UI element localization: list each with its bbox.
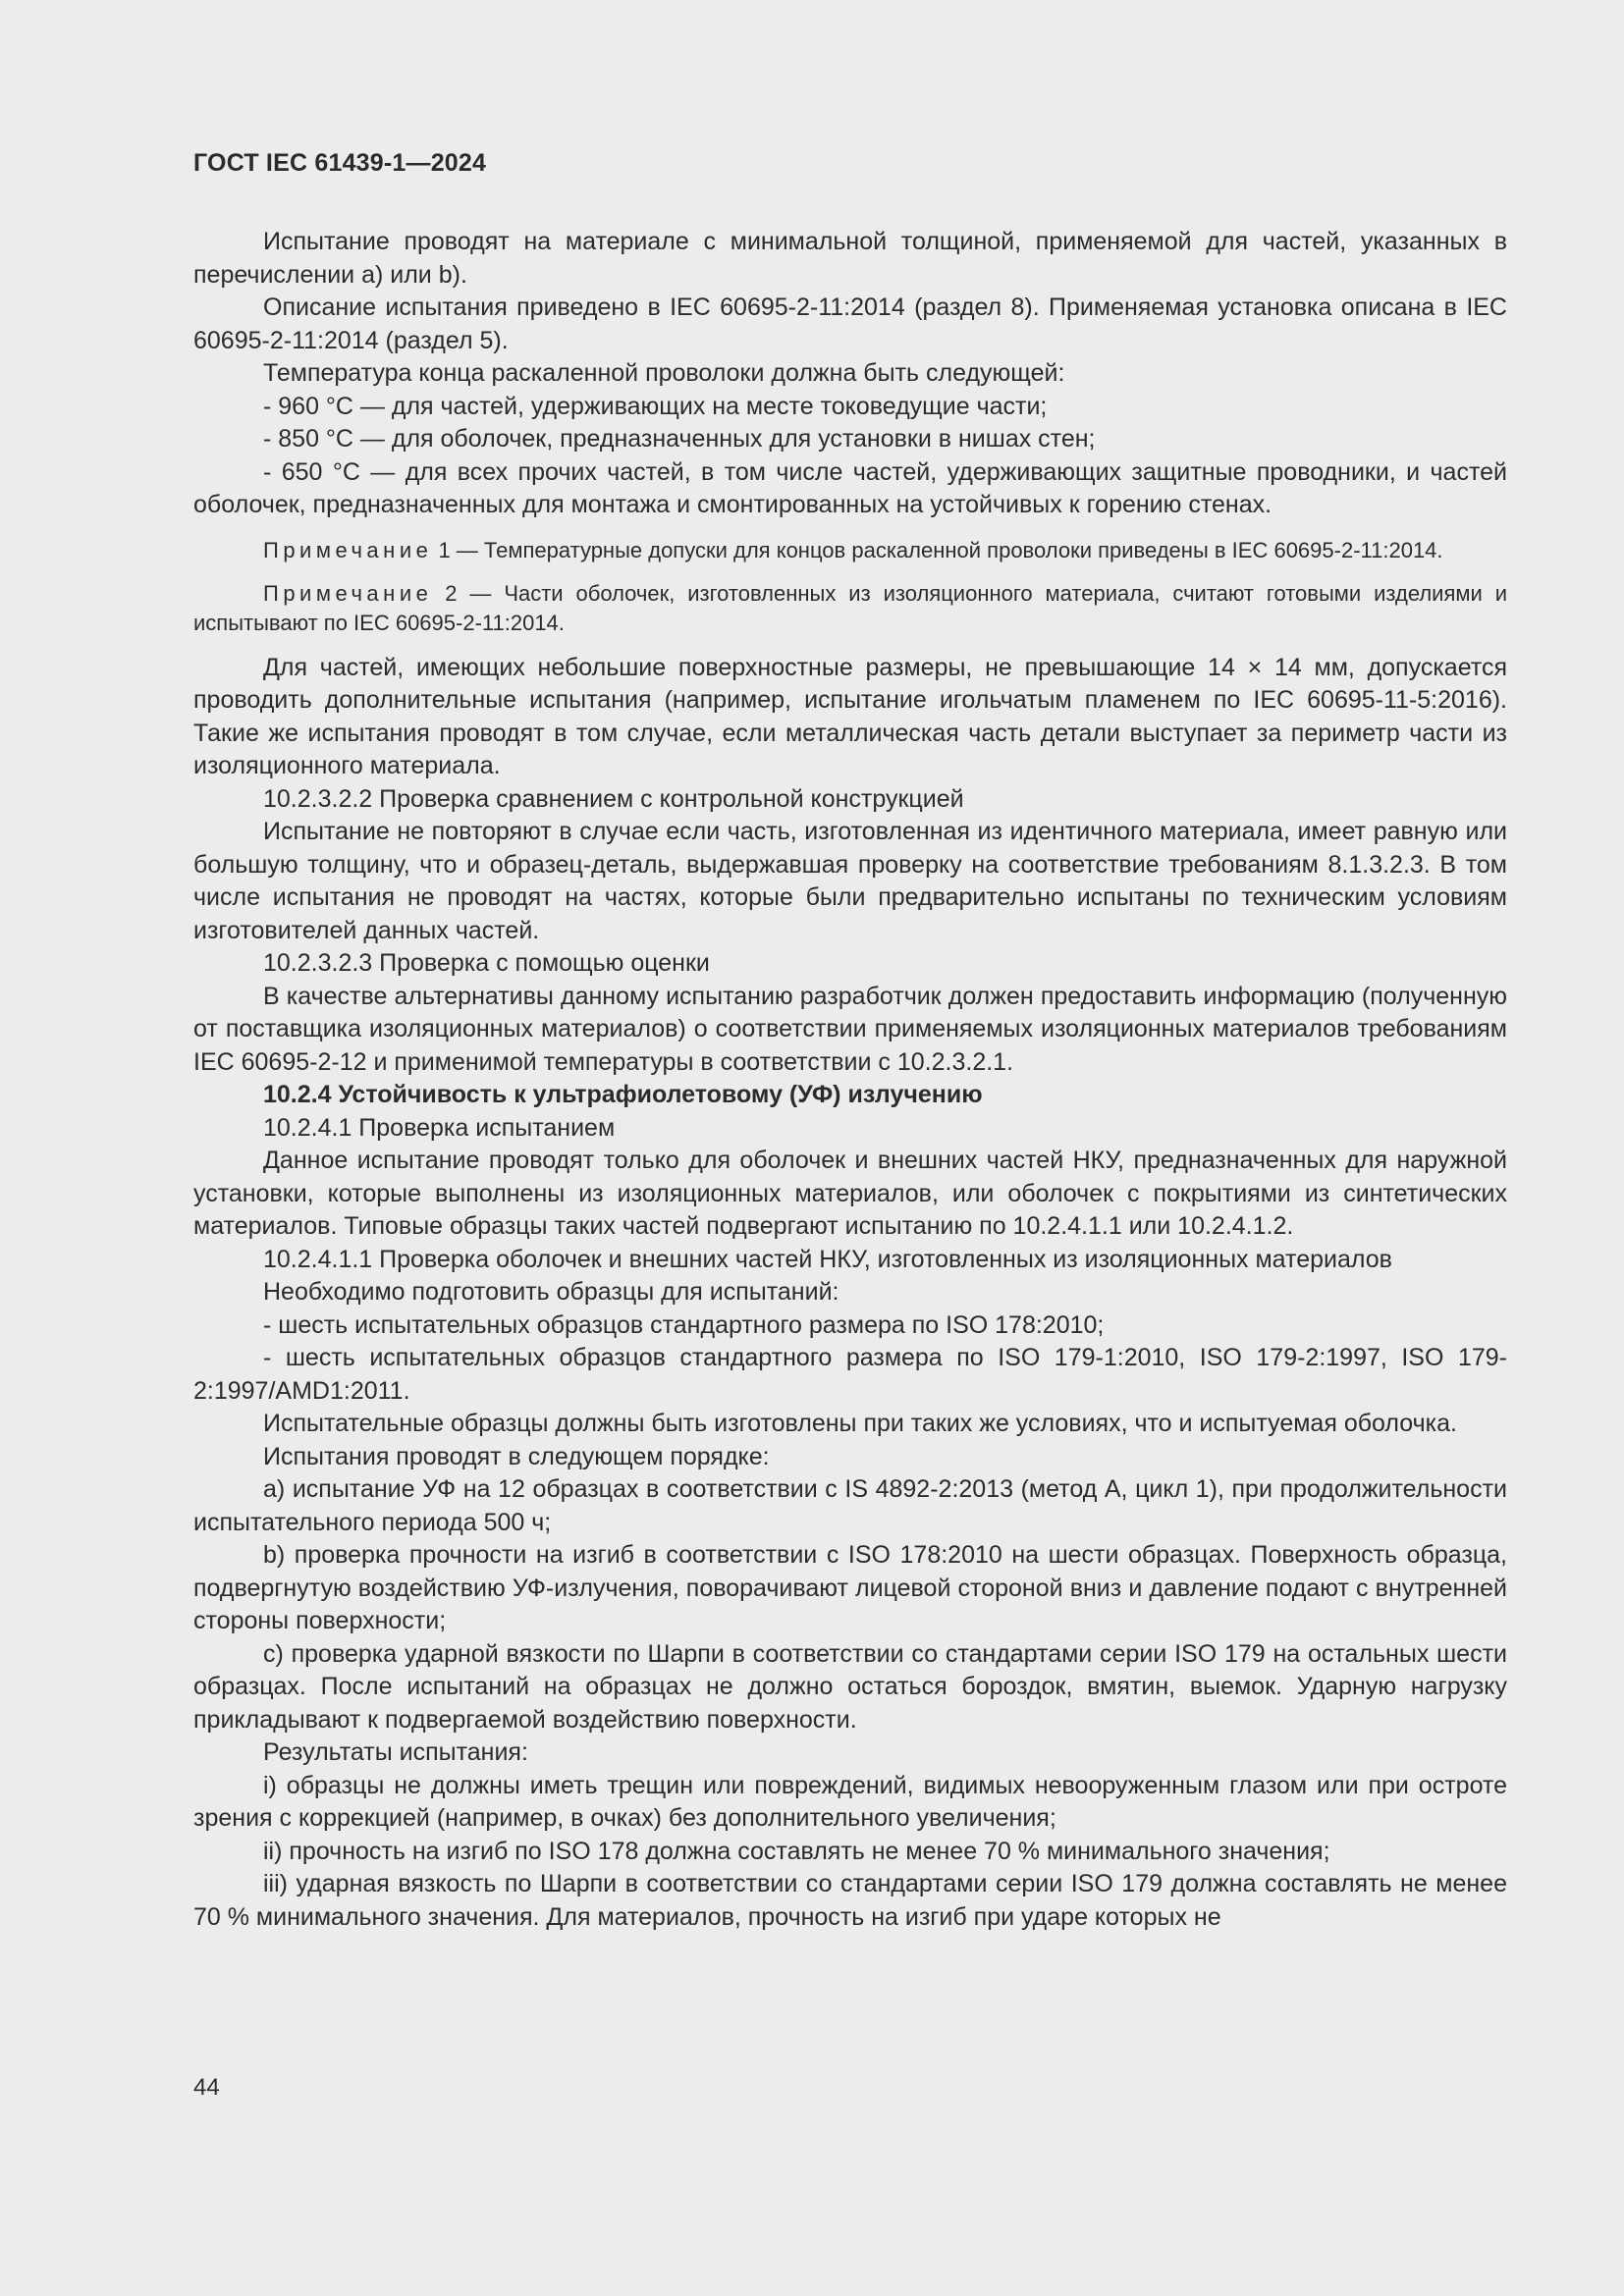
- subsection-title: 10.2.4.1.1 Проверка оболочек и внешних частей НКУ, изготовленных из изоляционных материалов: [263, 1245, 1392, 1273]
- note-text: 1 — Температурные допуски для концов раскаленной проволоки приведены в IEC 60695-2-11:2014.: [432, 537, 1443, 562]
- paragraph: Данное испытание проводят только для оболочек и внешних частей НКУ, предназначенных для наружной установки, которые выполнены из изоляционных материалов, или оболочек с покрытиями из синтетических материалов. Типовые образцы таких частей подвергают испытанию по 10.2.4.1.1 или 10.2.4.1.2.: [193, 1147, 1507, 1240]
- list-item: - шесть испытательных образцов стандартного размера по ISO 178:2010;: [263, 1310, 1105, 1339]
- list-item: - 960 °C — для частей, удерживающих на месте токоведущие части;: [263, 392, 1048, 420]
- list-item: - 850 °C — для оболочек, предназначенных для установки в нишах стен;: [263, 425, 1096, 453]
- subsection-title: 10.2.3.2.3 Проверка с помощью оценки: [263, 949, 710, 977]
- paragraph: Испытание проводят на материале с минимальной толщиной, применяемой для частей, указанных в перечислении a) или b).: [193, 228, 1507, 289]
- page-body: [193, 226, 1507, 1934]
- document-header: ГОСТ IEC 61439-1—2024: [193, 149, 487, 177]
- paragraph: Испытательные образцы должны быть изготовлены при таких же условиях, что и испытуемая оболочка.: [263, 1410, 1457, 1437]
- list-item: i) образцы не должны иметь трещин или повреждений, видимых невооруженным глазом или при остроте зрения с коррекцией (например, в очках) без дополнительного увеличения;: [193, 1771, 1507, 1832]
- subsection-title: 10.2.3.2.2 Проверка сравнением с контрольной конструкцией: [263, 784, 964, 813]
- paragraph: Необходимо подготовить образцы для испытаний:: [263, 1278, 839, 1306]
- paragraph: Для частей, имеющих небольшие поверхностные размеры, не превышающие 14 × 14 мм, допускается проводить дополнительные испытания (например, испытание игольчатым пламенем по IEC 60695-11-5:2016). Такие же испытания проводят в том случае, если металлическая часть детали выступает за периметр части из изоляционного материала.: [193, 653, 1507, 779]
- paragraph: Температура конца раскаленной проволоки должна быть следующей:: [263, 359, 1065, 387]
- note-label: Примечание: [263, 537, 433, 562]
- note-text: 2 — Части оболочек, изготовленных из изоляционного материала, считают готовыми изделиями и испытывают по IEC 60695-2-11:2014.: [193, 580, 1507, 635]
- list-item: ii) прочность на изгиб по ISO 178 должна составлять не менее 70 % минимального значения;: [263, 1837, 1330, 1865]
- paragraph: В качестве альтернативы данному испытанию разработчик должен предоставить информацию (полученную от поставщика изоляционных материалов) о соответствии применяемых изоляционных материалов требованиям IEC 60695-2-12 и применимой температуры в соответствии с 10.2.3.2.1.: [193, 982, 1507, 1076]
- page-number: 44: [193, 2074, 220, 2101]
- list-item: iii) ударная вязкость по Шарпи в соответствии со стандартами серии ISO 179 должна составлять не менее 70 % минимального значения. Для материалов, прочность на изгиб при ударе которых не: [193, 1870, 1507, 1931]
- section-heading: 10.2.4 Устойчивость к ультрафиолетовому (УФ) излучению: [263, 1081, 983, 1108]
- list-item: - 650 °C — для всех прочих частей, в том числе частей, удерживающих защитные проводники, и частей оболочек, предназначенных для монтажа и смонтированных на устойчивых к горению стенах.: [193, 457, 1507, 518]
- paragraph: Испытание не повторяют в случае если часть, изготовленная из идентичного материала, имеет равную или большую толщину, что и образец-деталь, выдержавшая проверку на соответствие требованиям 8.1.3.2.3. В том числе испытания не проводят на частях, которые были предварительно испытаны по техническим условиям изготовителей данных частей.: [193, 818, 1507, 944]
- list-item: b) проверка прочности на изгиб в соответствии с ISO 178:2010 на шести образцах. Поверхность образца, подвергнутую воздействию УФ-излучения, поворачивают лицевой стороной вниз и давление подают с внутренней стороны поверхности;: [193, 1541, 1507, 1634]
- list-item: - шесть испытательных образцов стандартного размера по ISO 179-1:2010, ISO 179-2:1997, ISO 179-2:1997/AMD1:2011.: [193, 1344, 1507, 1405]
- note-label: Примечание: [263, 580, 433, 606]
- paragraph: Описание испытания приведено в IEC 60695-2-11:2014 (раздел 8). Применяемая установка описана в IEC 60695-2-11:2014 (раздел 5).: [193, 294, 1507, 354]
- list-item: a) испытание УФ на 12 образцах в соответствии с IS 4892-2:2013 (метод A, цикл 1), при продолжительности испытательного периода 500 ч;: [193, 1475, 1507, 1536]
- list-item: c) проверка ударной вязкости по Шарпи в соответствии со стандартами серии ISO 179 на остальных шести образцах. После испытаний на образцах не должно остаться бороздок, вмятин, выемок. Ударную нагрузку прикладывают к подвергаемой воздействию поверхности.: [193, 1639, 1507, 1734]
- paragraph: Результаты испытания:: [263, 1738, 528, 1766]
- paragraph: Испытания проводят в следующем порядке:: [263, 1442, 770, 1470]
- note-2: [193, 579, 1507, 638]
- subsection-title: 10.2.4.1 Проверка испытанием: [263, 1113, 616, 1142]
- note-1: [193, 536, 1507, 565]
